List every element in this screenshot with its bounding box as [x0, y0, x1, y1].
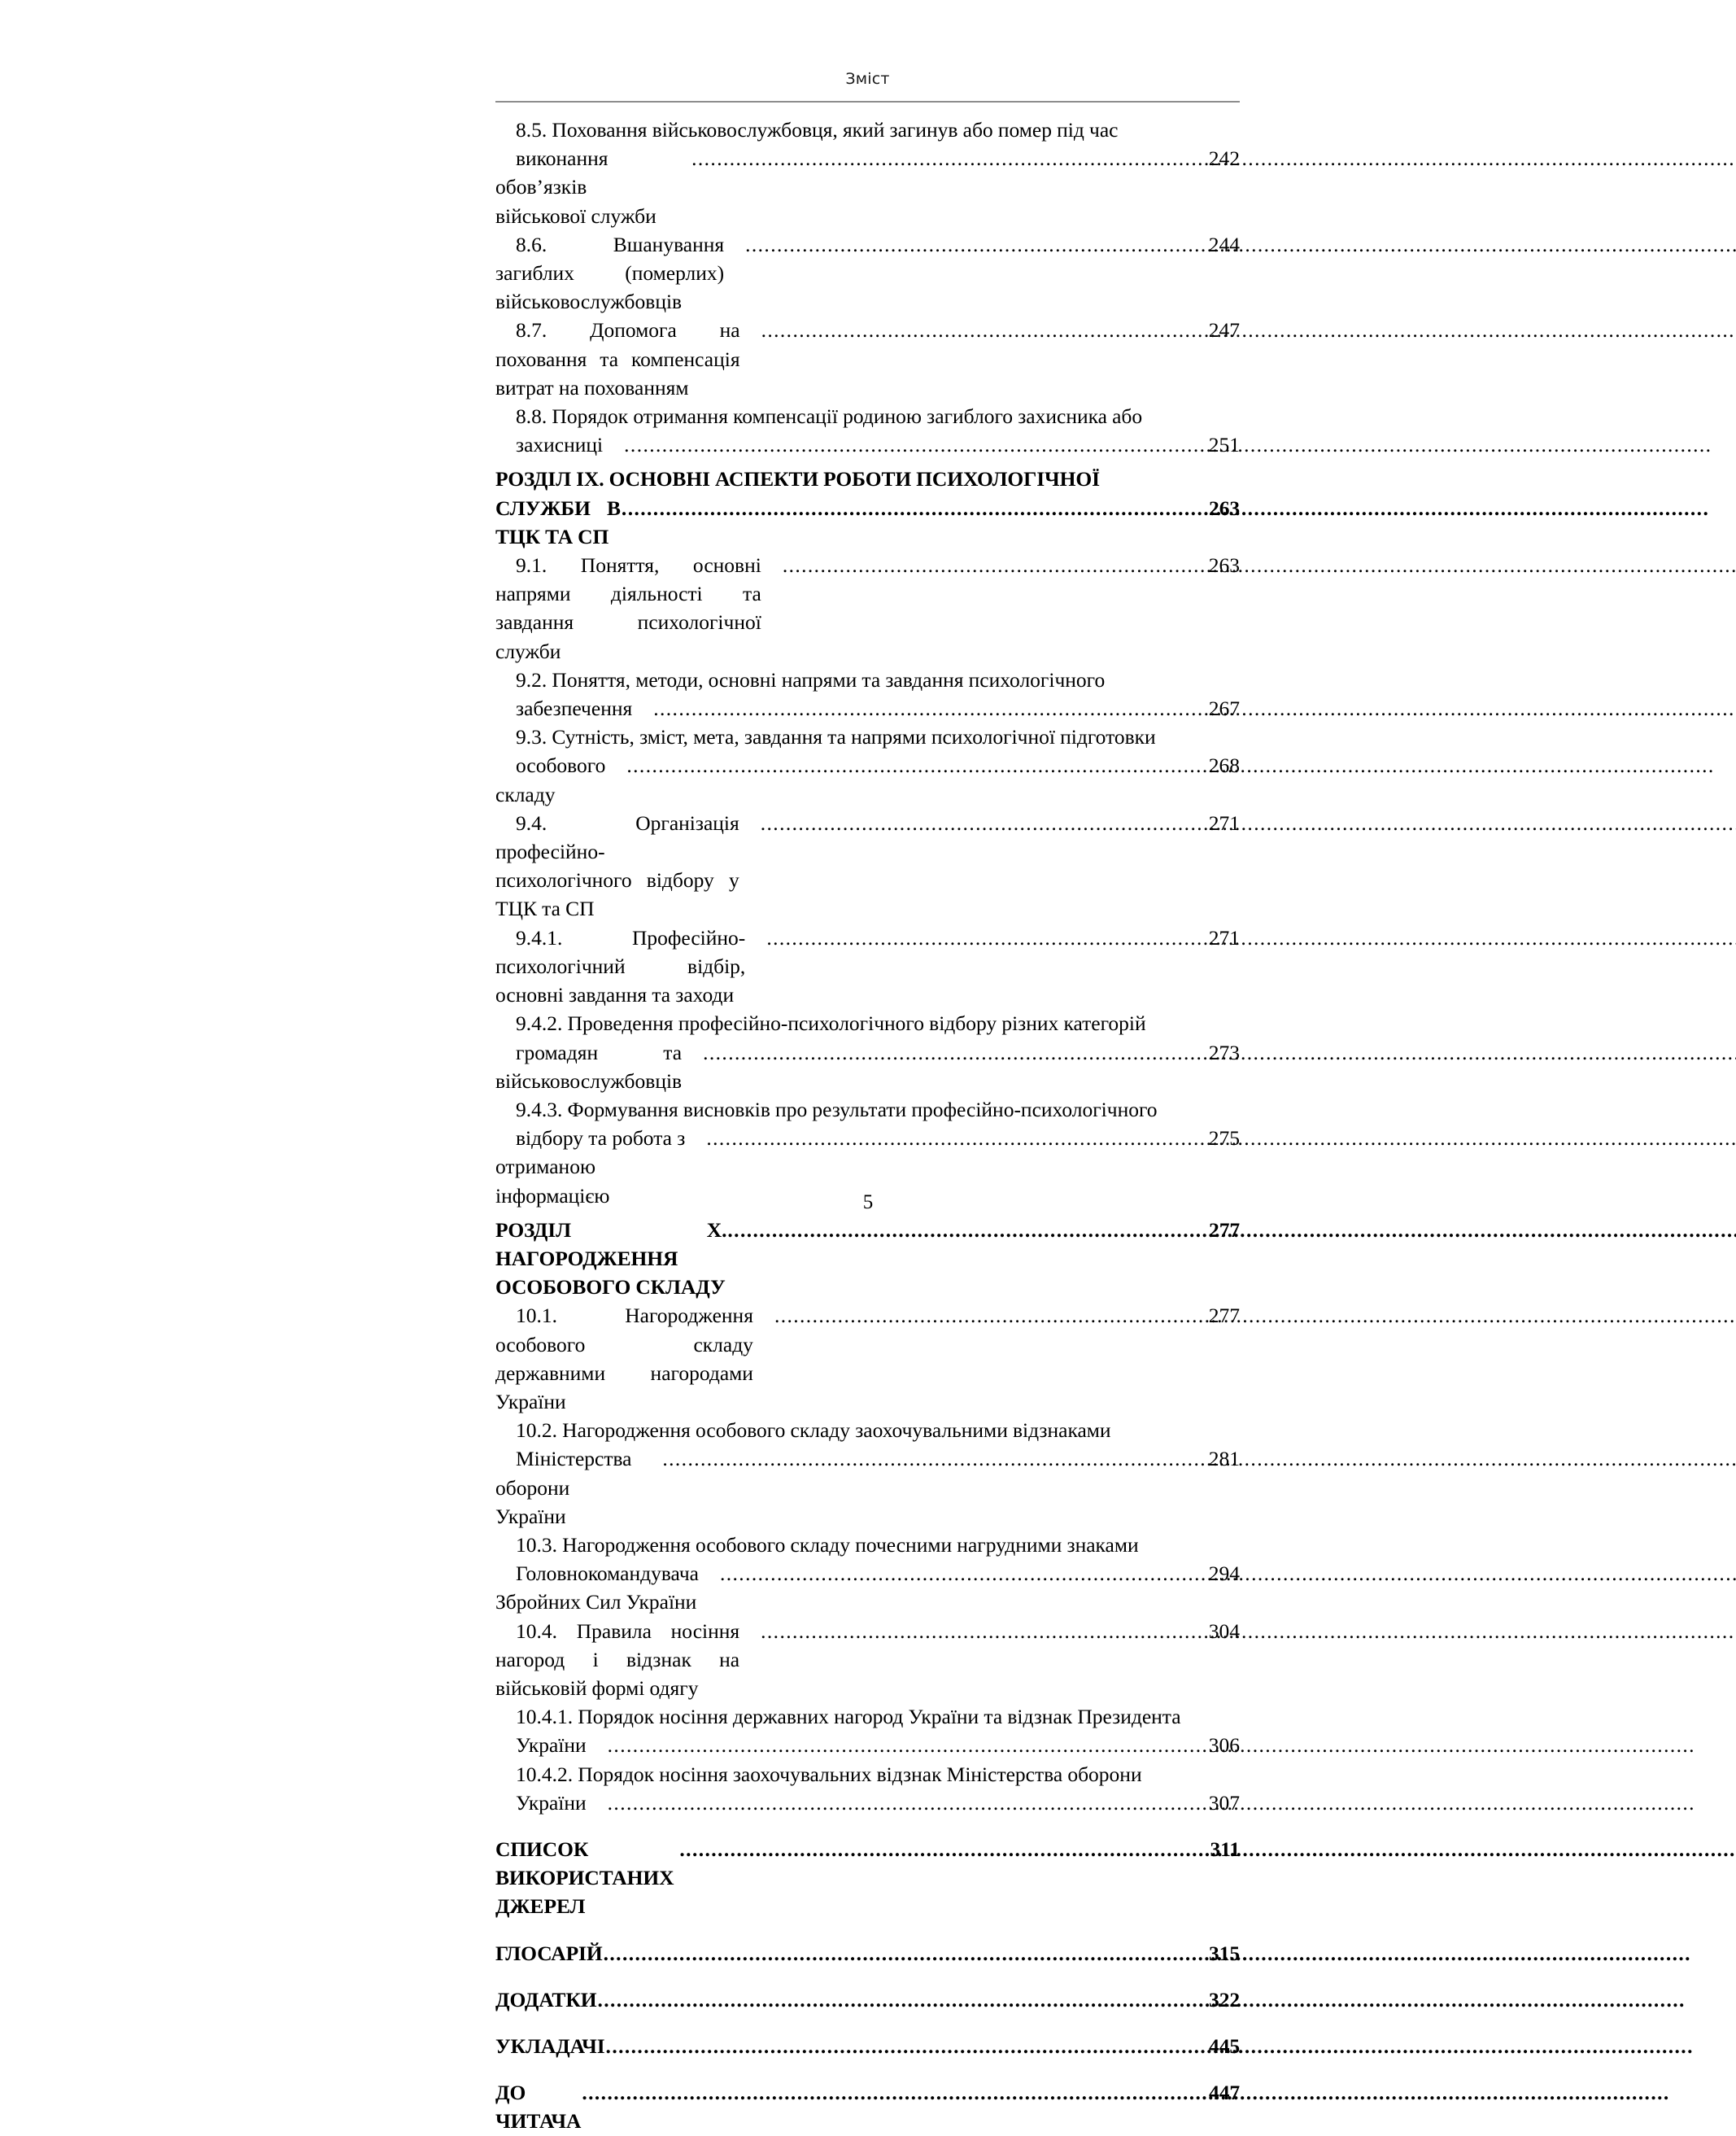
toc-entry[interactable]	[495, 1939, 1240, 1968]
toc-entry-page-number: 306	[1208, 1733, 1240, 1758]
toc-leader-dots	[604, 430, 1189, 459]
toc-entry-page-number: 275	[1208, 1126, 1240, 1151]
toc-leader-dots	[740, 809, 1189, 837]
toc-leader-dots	[746, 924, 1188, 952]
toc-entry-title-line: виконання обов’язків військової служби	[495, 146, 656, 228]
toc-entry-page-number: 271	[1208, 810, 1240, 835]
toc-entry-title-line: ГЛОСАРІЙ	[495, 1941, 608, 1965]
toc-leader-dots	[683, 1038, 1189, 1067]
toc-entry-page-number: 277	[1209, 1217, 1240, 1242]
toc-entry[interactable]	[495, 1531, 1240, 1617]
toc-entry-title-line: захисниці	[516, 433, 608, 457]
toc-entry-title-line: Міністерства оборони України	[495, 1447, 637, 1528]
toc-entry-title-line: 8.5. Поховання військовослужбовця, який загинув або помер під час	[516, 118, 1119, 142]
toc-entry-page-number: 267	[1208, 697, 1240, 721]
toc-entry-title-line: особового складу	[495, 753, 611, 806]
toc-entry-title-line: 10.1. Нагородження особового складу державними нагородами України	[495, 1304, 759, 1413]
toc-entry-title-line: 10.4.1. Порядок носіння державних нагород України та відзнак Президента	[516, 1705, 1181, 1729]
toc-entry[interactable]	[495, 1835, 1240, 1921]
toc-entry[interactable]	[495, 1009, 1240, 1095]
toc-leader-dots	[686, 1124, 1188, 1152]
toc-entry-title-line: 10.3. Нагородження особового складу почесними нагрудними знаками	[516, 1532, 1139, 1557]
toc-leader-dots	[622, 494, 1209, 522]
toc-leader-dots	[633, 694, 1189, 723]
toc-entry-title-line: 8.6. Вшанування загиблих (померлих) військовослужбовців	[495, 232, 730, 314]
toc-entry-title-line: 8.8. Порядок отримання компенсації родиною загиблого захисника або	[516, 404, 1143, 429]
toc-leader-dots	[762, 551, 1189, 579]
toc-entry-title-line: 8.7. Допомога на поховання та компенсація витрат на похованням	[495, 318, 745, 400]
toc-entry-title-line: УКЛАДАЧІ	[495, 2034, 605, 2058]
toc-leader-dots	[741, 316, 1189, 344]
toc-entry-page-number: 242	[1208, 146, 1240, 171]
toc-entry-page-number: 268	[1208, 753, 1240, 778]
toc-entry[interactable]	[495, 1416, 1240, 1531]
toc-entry[interactable]	[495, 230, 1240, 317]
running-header: Зміст	[845, 70, 890, 88]
toc-entry-page-number: 307	[1208, 1790, 1240, 1815]
toc-entry-title-line: 9.1. Поняття, основні напрями діяльності та завдання психологічної служби	[495, 553, 766, 663]
toc-entry-page-number: 277	[1208, 1304, 1240, 1328]
toc-leader-dots	[606, 2032, 1210, 2060]
toc-entry-title-line: 9.2. Поняття, методи, основні напрями та завдання психологічного	[516, 667, 1106, 692]
toc-leader-dots	[740, 1617, 1189, 1645]
toc-entry-page-number: 244	[1208, 232, 1240, 256]
toc-entry-page-number: 294	[1208, 1562, 1240, 1586]
toc-entry-title-line: СПИСОК ВИКОРИСТАНИХ ДЖЕРЕЛ	[495, 1837, 679, 1919]
toc-entry-page-number: 304	[1208, 1618, 1240, 1643]
toc-entry-page-number: 447	[1209, 2081, 1240, 2105]
toc-entry-title-line: 9.4.2. Проведення професійно-психологічного відбору різних категорій	[516, 1011, 1146, 1036]
toc-entry-title-line: ДО ЧИТАЧА	[495, 2081, 582, 2134]
header-rule	[495, 101, 1240, 103]
toc-leader-dots	[700, 1559, 1189, 1588]
toc-entry[interactable]	[495, 1617, 1240, 1703]
toc-entry-title-line: України	[516, 1733, 587, 1758]
toc-entry[interactable]	[495, 924, 1240, 1010]
toc-entry[interactable]	[495, 402, 1240, 459]
table-of-contents	[495, 116, 1240, 2136]
toc-entry-page-number: 445	[1209, 2034, 1240, 2058]
toc-leader-dots	[606, 751, 1188, 780]
toc-entry-title-line: ДОДАТКИ	[495, 1987, 602, 2012]
toc-entry-title-line: 9.4.3. Формування висновків про результати професійно-психологічного	[516, 1097, 1158, 1121]
toc-leader-dots	[642, 1444, 1188, 1473]
toc-entry-title-line: України	[516, 1790, 587, 1815]
toc-entry[interactable]	[495, 1216, 1240, 1302]
toc-entry-title-line: громадян та військовослужбовців	[495, 1040, 687, 1093]
toc-leader-dots	[679, 1835, 1210, 1863]
toc-entry[interactable]	[495, 116, 1240, 230]
toc-entry-page-number: 263	[1209, 496, 1240, 520]
toc-leader-dots	[754, 1301, 1189, 1330]
toc-leader-dots	[597, 1985, 1209, 2014]
toc-entry[interactable]	[495, 1702, 1240, 1759]
toc-entry-page-number: 263	[1208, 553, 1240, 578]
toc-leader-dots	[587, 1731, 1189, 1759]
toc-entry-page-number: 311	[1210, 1837, 1240, 1861]
toc-entry[interactable]	[495, 2032, 1240, 2060]
toc-entry-page-number: 251	[1208, 433, 1240, 457]
page-folio: 5	[862, 1191, 874, 1213]
toc-entry[interactable]	[495, 2078, 1240, 2135]
toc-leader-dots	[604, 1939, 1209, 1968]
toc-entry[interactable]	[495, 723, 1240, 809]
document-page	[403, 0, 1333, 2134]
toc-entry-page-number: 281	[1208, 1447, 1240, 1471]
toc-leader-dots	[587, 1789, 1189, 1817]
toc-entry-title-line: 10.4.2. Порядок носіння заохочувальних відзнак Міністерства оборони	[516, 1762, 1142, 1786]
toc-entry-title-line: 10.2. Нагородження особового складу заохочувальними відзнаками	[516, 1418, 1111, 1443]
toc-leader-dots	[725, 230, 1189, 259]
toc-entry[interactable]	[495, 316, 1240, 402]
toc-entry-title-line: 9.3. Сутність, зміст, мета, завдання та напрями психологічної підготовки	[516, 725, 1156, 749]
toc-leader-dots	[671, 144, 1189, 173]
toc-entry[interactable]	[495, 1985, 1240, 2014]
toc-entry-page-number: 247	[1208, 318, 1240, 343]
toc-entry-title-line: забезпечення	[516, 697, 633, 721]
toc-entry[interactable]	[495, 1301, 1240, 1416]
toc-entry[interactable]	[495, 551, 1240, 666]
toc-entry[interactable]	[495, 465, 1240, 551]
toc-entry-page-number: 271	[1208, 925, 1240, 950]
toc-entry-page-number: 273	[1208, 1040, 1240, 1064]
toc-entry-page-number: 315	[1209, 1941, 1240, 1965]
toc-entry-title-line: відбору та робота з отриманою інформацією	[495, 1126, 691, 1208]
toc-entry-title-line: 9.4. Організація професійно-психологічного відбору у ТЦК та СП	[495, 810, 744, 921]
toc-entry-title-line: РОЗДІЛ IX. ОСНОВНІ АСПЕКТИ РОБОТИ ПСИХОЛОГІЧНОЇ	[495, 467, 1100, 491]
toc-entry-title-line: 10.4. Правила носіння нагород і відзнак на військовій формі одягу	[495, 1618, 745, 1700]
toc-entry-title-line: 9.4.1. Професійно-психологічний відбір, основні завдання та заходи	[495, 925, 751, 1007]
toc-leader-dots	[582, 2078, 1209, 2107]
toc-entry-page-number: 322	[1209, 1987, 1240, 2012]
toc-entry[interactable]	[495, 1760, 1240, 1817]
toc-entry[interactable]	[495, 809, 1240, 924]
toc-entry-title-line: Головнокомандувача Збройних Сил України	[495, 1562, 704, 1614]
toc-entry-title-line: РОЗДІЛ X. НАГОРОДЖЕННЯ ОСОБОВОГО СКЛАДУ	[495, 1217, 732, 1300]
toc-leader-dots	[727, 1216, 1209, 1244]
toc-entry-title-line: СЛУЖБИ В ТЦК ТА СП	[495, 496, 626, 548]
toc-entry[interactable]	[495, 666, 1240, 723]
